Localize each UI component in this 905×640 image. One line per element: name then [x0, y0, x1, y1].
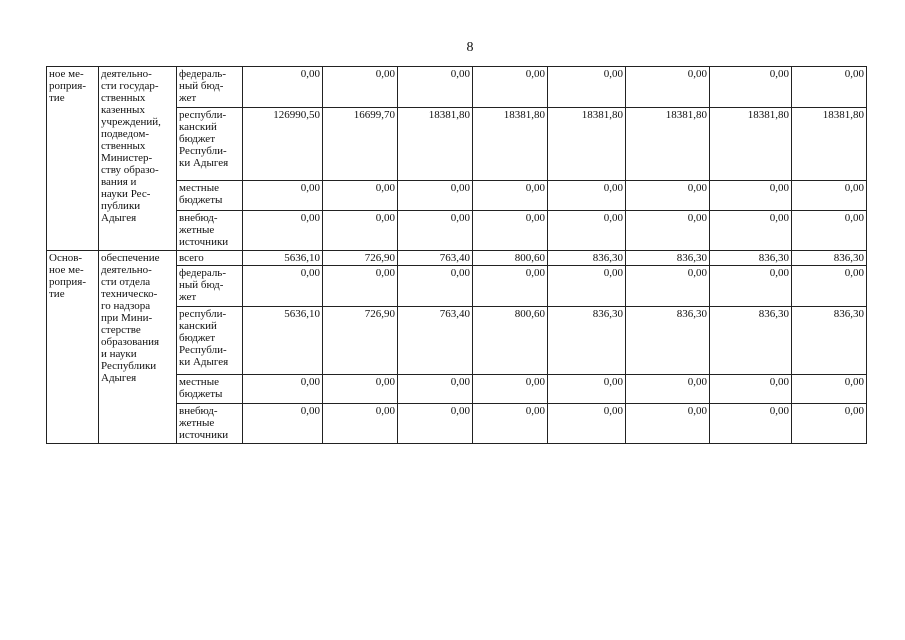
amount-cell: 836,30 [792, 251, 867, 266]
amount-cell: 0,00 [626, 266, 710, 307]
amount-cell: 0,00 [710, 375, 792, 404]
amount-cell: 836,30 [548, 307, 626, 375]
amount-cell: 836,30 [710, 307, 792, 375]
amount-cell: 836,30 [548, 251, 626, 266]
amount-cell: 5636,10 [243, 307, 323, 375]
funding-source-cell: федераль- ный бюд- жет [177, 67, 243, 108]
amount-cell: 800,60 [473, 251, 548, 266]
amount-cell: 0,00 [792, 67, 867, 108]
activity-name-cell: Основ- ное ме- роприя- тие [47, 251, 99, 444]
amount-cell: 0,00 [243, 67, 323, 108]
amount-cell: 726,90 [323, 307, 398, 375]
amount-cell: 0,00 [548, 181, 626, 211]
amount-cell: 0,00 [792, 266, 867, 307]
amount-cell: 0,00 [243, 404, 323, 444]
amount-cell: 0,00 [398, 211, 473, 251]
amount-cell: 126990,50 [243, 108, 323, 181]
amount-cell: 0,00 [323, 404, 398, 444]
amount-cell: 0,00 [473, 404, 548, 444]
amount-cell: 0,00 [323, 266, 398, 307]
funding-source-cell: внебюд- жетные источники [177, 211, 243, 251]
funding-source-cell: внебюд- жетные источники [177, 404, 243, 444]
amount-cell: 0,00 [323, 211, 398, 251]
amount-cell: 726,90 [323, 251, 398, 266]
amount-cell: 0,00 [548, 266, 626, 307]
amount-cell: 0,00 [710, 211, 792, 251]
amount-cell: 0,00 [548, 211, 626, 251]
amount-cell: 0,00 [243, 266, 323, 307]
amount-cell: 0,00 [398, 181, 473, 211]
funding-source-cell: республи- канский бюджет Республи- ки Адыгея [177, 108, 243, 181]
budget-table [46, 66, 867, 444]
amount-cell: 763,40 [398, 307, 473, 375]
amount-cell: 0,00 [243, 181, 323, 211]
table-row [47, 67, 867, 108]
page-number: 8 [466, 40, 474, 55]
amount-cell: 18381,80 [710, 108, 792, 181]
amount-cell: 0,00 [626, 67, 710, 108]
amount-cell: 18381,80 [473, 108, 548, 181]
amount-cell: 0,00 [626, 404, 710, 444]
amount-cell: 18381,80 [626, 108, 710, 181]
amount-cell: 0,00 [792, 211, 867, 251]
funding-source-cell: всего [177, 251, 243, 266]
amount-cell: 763,40 [398, 251, 473, 266]
amount-cell: 0,00 [398, 67, 473, 108]
amount-cell: 836,30 [626, 307, 710, 375]
amount-cell: 0,00 [710, 67, 792, 108]
amount-cell: 0,00 [626, 375, 710, 404]
funding-source-cell: местные бюджеты [177, 181, 243, 211]
funding-source-cell: федераль- ный бюд- жет [177, 266, 243, 307]
amount-cell: 0,00 [792, 375, 867, 404]
amount-cell: 0,00 [473, 266, 548, 307]
amount-cell: 0,00 [792, 181, 867, 211]
activity-description-cell: деятельно- сти государ- ственных казенных учреждений, подведом- ственных Министер- ству образо- вания и науки Рес- публики Адыгея [99, 67, 177, 251]
amount-cell: 0,00 [323, 67, 398, 108]
amount-cell: 18381,80 [548, 108, 626, 181]
amount-cell: 0,00 [792, 404, 867, 444]
amount-cell: 16699,70 [323, 108, 398, 181]
budget-table-body [47, 67, 867, 444]
amount-cell: 836,30 [792, 307, 867, 375]
amount-cell: 836,30 [626, 251, 710, 266]
amount-cell: 0,00 [243, 375, 323, 404]
amount-cell: 0,00 [626, 211, 710, 251]
amount-cell: 18381,80 [398, 108, 473, 181]
funding-source-cell: местные бюджеты [177, 375, 243, 404]
amount-cell: 0,00 [548, 375, 626, 404]
amount-cell: 5636,10 [243, 251, 323, 266]
amount-cell: 0,00 [323, 375, 398, 404]
funding-source-cell: республи- канский бюджет Республи- ки Адыгея [177, 307, 243, 375]
amount-cell: 0,00 [548, 67, 626, 108]
activity-name-cell: ное ме- роприя- тие [47, 67, 99, 251]
amount-cell: 800,60 [473, 307, 548, 375]
amount-cell: 0,00 [243, 211, 323, 251]
amount-cell: 0,00 [398, 266, 473, 307]
amount-cell: 0,00 [548, 404, 626, 444]
activity-description-cell: обеспечение деятельно- сти отдела техническо- го надзора при Мини- стерстве образования и науки Республики Адыгея [99, 251, 177, 444]
amount-cell: 836,30 [710, 251, 792, 266]
amount-cell: 18381,80 [792, 108, 867, 181]
amount-cell: 0,00 [710, 181, 792, 211]
amount-cell: 0,00 [473, 181, 548, 211]
amount-cell: 0,00 [710, 266, 792, 307]
amount-cell: 0,00 [398, 404, 473, 444]
amount-cell: 0,00 [473, 211, 548, 251]
amount-cell: 0,00 [473, 375, 548, 404]
amount-cell: 0,00 [323, 181, 398, 211]
table-row [47, 251, 867, 266]
amount-cell: 0,00 [473, 67, 548, 108]
amount-cell: 0,00 [626, 181, 710, 211]
amount-cell: 0,00 [398, 375, 473, 404]
amount-cell: 0,00 [710, 404, 792, 444]
